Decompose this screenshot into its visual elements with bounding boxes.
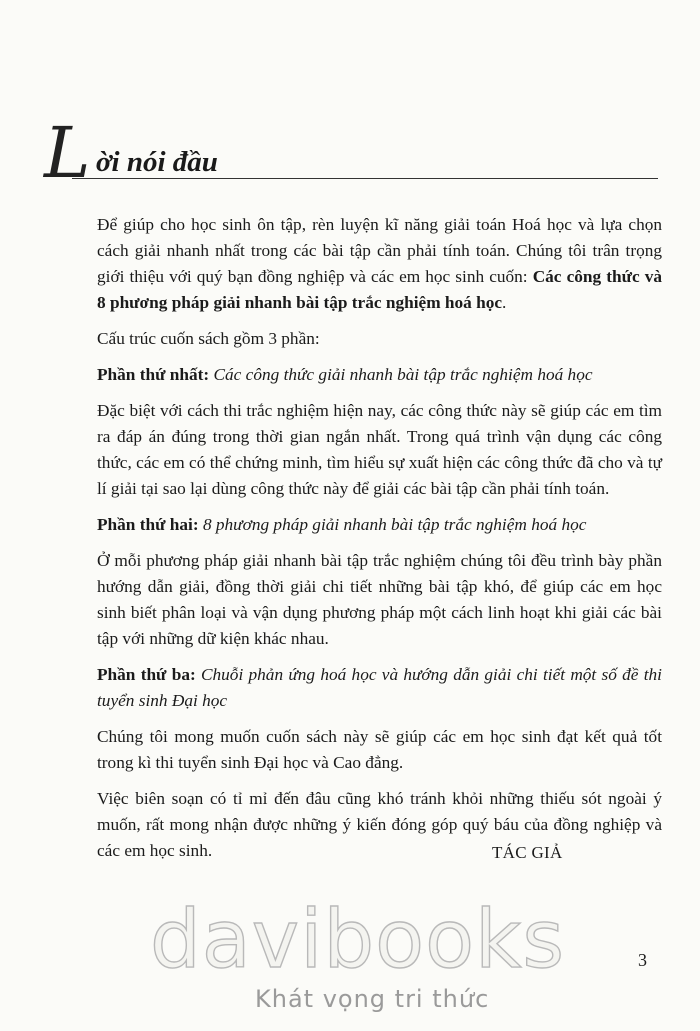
part2-label: Phần thứ hai:: [97, 515, 199, 534]
part1-label: Phần thứ nhất:: [97, 365, 210, 384]
part2-title: 8 phương pháp giải nhanh bài tập trắc nghiệm hoá học: [202, 515, 587, 534]
book-title: Các công thức và 8 phương pháp giải nhanh bài tập trắc nghiệm hoá học: [97, 267, 662, 312]
structure-paragraph: Cấu trúc cuốn sách gồm 3 phần:: [97, 329, 320, 348]
preface-body: [97, 212, 662, 874]
author-signature: TÁC GIẢ: [492, 843, 563, 862]
part3-label: Phần thứ ba:: [97, 665, 196, 684]
intro-text: Để giúp cho học sinh ôn tập, rèn luyện kĩ năng giải toán Hoá học và lựa chọn cách giải nhanh nhất trong các bài tập cần phải tính toán. Chúng tôi trân trọng giới thiệu với quý bạn đồng nghiệp và các em học sinh cuốn:: [97, 215, 662, 286]
intro-paragraph: [97, 212, 662, 316]
watermark-slogan: Khát vọng tri thức: [255, 985, 490, 1013]
heading-text: ời nói đầu: [96, 146, 218, 178]
page-number: 3: [638, 950, 647, 970]
hope-paragraph: Chúng tôi mong muốn cuốn sách này sẽ giúp các em học sinh đạt kết quả tốt trong kì thi tuyển sinh Đại học và Cao đẳng.: [97, 727, 662, 772]
heading-underline: [72, 178, 658, 179]
part1-description: Đặc biệt với cách thi trắc nghiệm hiện nay, các công thức này sẽ giúp các em tìm ra đáp án đúng trong thời gian ngắn nhất. Trong quá trình vận dụng các công thức, các em có thể chứng minh, tìm hiểu sự xuất hiện các công thức đã cho và tự lí giải tại sao lại dùng công thức này để giải các bài tập cần phải tính toán.: [97, 401, 662, 498]
intro-end: .: [502, 293, 507, 312]
chapter-heading: [38, 112, 658, 194]
heading-decorative-initial: L: [44, 112, 91, 194]
part2-description: Ở mỗi phương pháp giải nhanh bài tập trắc nghiệm chúng tôi đều trình bày phần hướng dẫn giải, đồng thời giải chi tiết những bài tập khó, để giúp các em học sinh biết phân loại và vận dụng phương pháp một cách linh hoạt khi giải các bài tập với những dữ kiện khác nhau.: [97, 551, 662, 648]
part3-heading: [97, 662, 662, 714]
watermark-brand: davibooks: [150, 893, 566, 986]
part1-title: Các công thức giải nhanh bài tập trắc nghiệm hoá học: [213, 365, 593, 384]
part2-heading: [97, 512, 662, 538]
part1-heading: [97, 362, 662, 388]
part3-title: Chuỗi phản ứng hoá học và hướng dẫn giải chi tiết một số đề thi tuyển sinh Đại học: [97, 665, 662, 710]
thanks-paragraph: Việc biên soạn có tỉ mỉ đến đâu cũng khó tránh khỏi những thiếu sót ngoài ý muốn, rất mong nhận được những ý kiến đóng góp quý báu của đồng nghiệp và các em học sinh.: [97, 789, 662, 860]
